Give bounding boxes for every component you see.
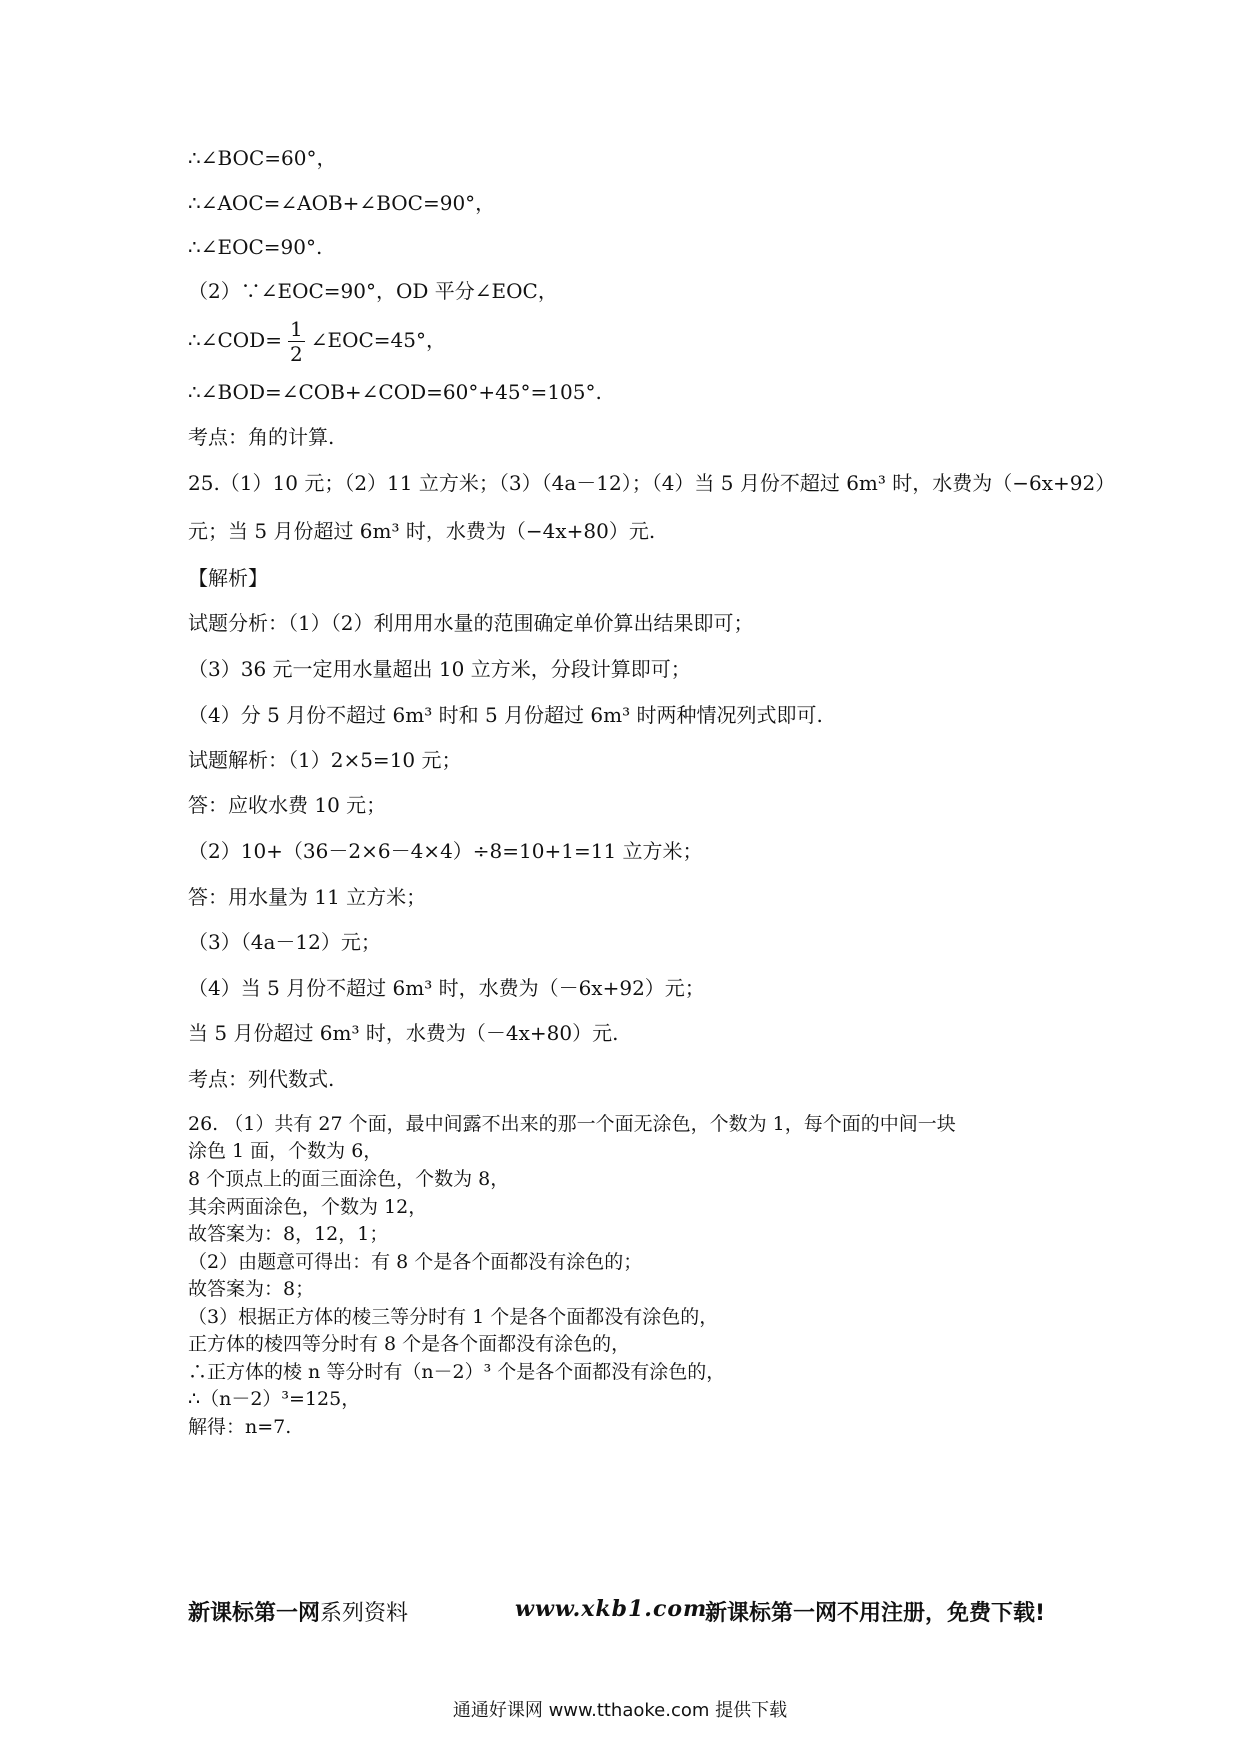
line-16: （2）10+（36－2×6－4×4）÷8=10+1=11 立方米； (188, 839, 703, 863)
footer-brand-bold: 新课标第一网 (188, 1601, 321, 1626)
q26-line-10: ∴正方体的棱 n 等分时有（n－2）³ 个是各个面都没有涂色的， (188, 1361, 726, 1383)
q26-line-4: 其余两面涂色，个数为 12， (188, 1196, 428, 1218)
line-12: （3）36 元一定用水量超出 10 立方米，分段计算即可； (188, 657, 691, 681)
line-19: （4）当 5 月份不超过 6m³ 时，水费为（－6x+92）元； (188, 976, 705, 1000)
q26-line-1: 26. （1）共有 27 个面，最中间露不出来的那一个面无涂色，个数为 1，每个面的中间一块 (188, 1113, 956, 1135)
line-11: 试题分析：（1）（2）利用用水量的范围确定单价算出结果即可； (188, 611, 754, 635)
line-14: 试题解析：（1）2×5=10 元； (188, 748, 462, 772)
line-3: ∴∠EOC=90°. (188, 235, 323, 259)
line-7: 考点：角的计算. (188, 425, 335, 449)
line-6: ∴∠BOD=∠COB+∠COD=60°+45°=105°. (188, 380, 602, 404)
fraction-half (288, 317, 305, 366)
fraction-den: 2 (289, 342, 303, 366)
q26-line-11: ∴（n－2）³=125， (188, 1388, 361, 1410)
line-15: 答：应收水费 10 元； (188, 793, 387, 817)
q26-line-3: 8 个顶点上的面三面涂色，个数为 8， (188, 1168, 510, 1190)
q26-line-9: 正方体的棱四等分时有 8 个是各个面都没有涂色的， (188, 1333, 631, 1355)
line-21: 考点：列代数式. (188, 1067, 335, 1091)
line-18: （3）（4a－12）元； (188, 930, 381, 954)
line-1: ∴∠BOC=60°， (188, 146, 337, 170)
footer-url[interactable]: www.xkb1.com (515, 1596, 708, 1622)
q26-line-7: 故答案为：8； (188, 1278, 315, 1300)
line-5-a: ∴∠COD= (188, 328, 282, 352)
line-2: ∴∠AOC=∠AOB+∠BOC=90°， (188, 191, 496, 215)
q26-line-5: 故答案为：8，12，1； (188, 1223, 389, 1245)
line-5 (188, 317, 446, 366)
line-20: 当 5 月份超过 6m³ 时，水费为（－4x+80）元. (188, 1021, 619, 1045)
line-10: 【解析】 (188, 566, 268, 590)
line-17: 答：用水量为 11 立方米； (188, 885, 427, 909)
line-9: 元；当 5 月份超过 6m³ 时，水费为（−4x+80）元. (188, 519, 656, 543)
footer-brand-light: 系列资料 (320, 1601, 409, 1626)
footer-slogan: 新课标第一网不用注册，免费下载! (705, 1601, 1046, 1626)
line-5-b: ∠EOC=45°， (310, 328, 446, 352)
line-13: （4）分 5 月份不超过 6m³ 时和 5 月份超过 6m³ 时两种情况列式即可. (188, 703, 823, 727)
bottom-credit: 通通好课网 www.tthaoke.com 提供下载 (452, 1700, 788, 1721)
footer-brand (188, 1596, 408, 1627)
q26-line-12: 解得：n=7. (188, 1416, 292, 1438)
line-8: 25.（1）10 元；（2）11 立方米；（3）（4a－12）；（4）当 5 月份不超过 6m³ 时，水费为（−6x+92） (188, 471, 1116, 495)
q26-line-6: （2）由题意可得出：有 8 个是各个面都没有涂色的； (188, 1251, 643, 1273)
fraction-num: 1 (289, 317, 303, 341)
line-4: （2）∵∠EOC=90°，OD 平分∠EOC， (188, 279, 558, 303)
q26-line-8: （3）根据正方体的棱三等分时有 1 个是各个面都没有涂色的， (188, 1306, 719, 1328)
q26-line-2: 涂色 1 面，个数为 6， (188, 1140, 383, 1162)
